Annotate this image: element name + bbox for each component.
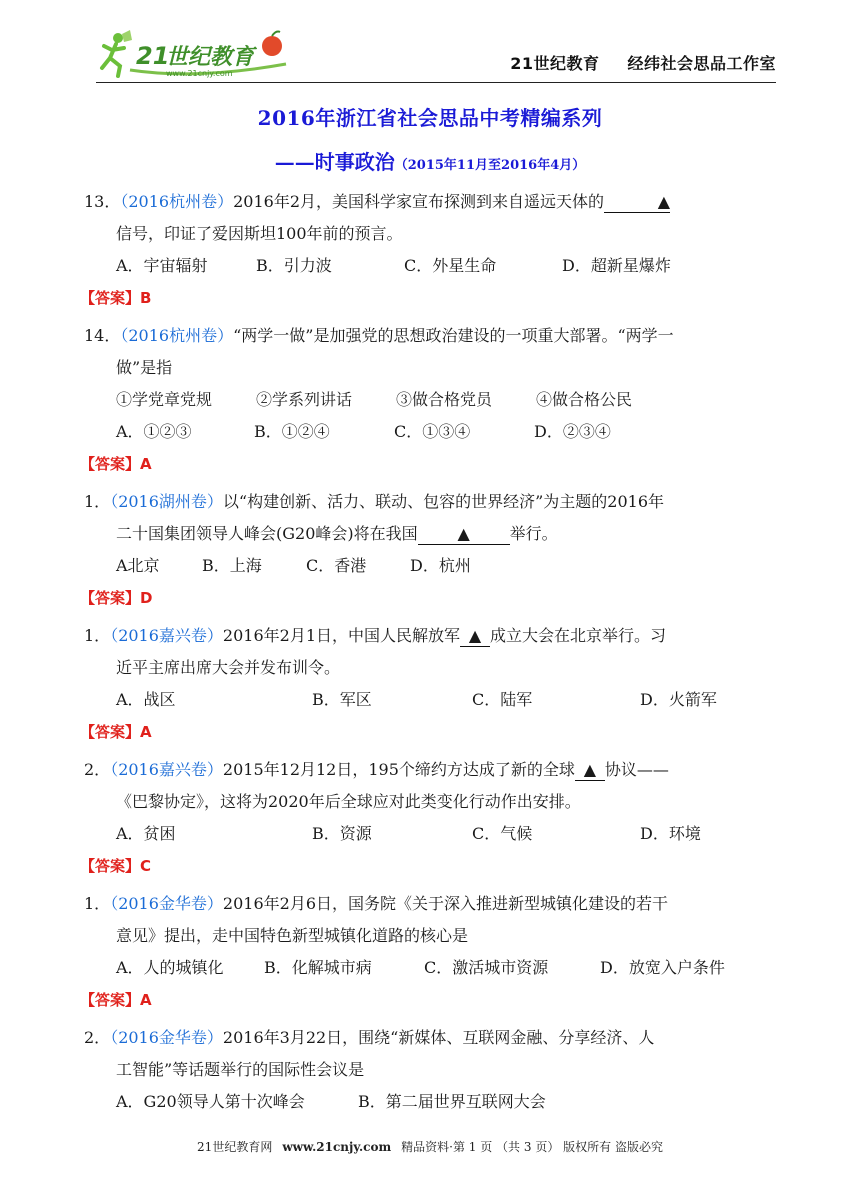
question-text: “两学一做”是加强党的思想政治建设的一项重大部署。“两学一 (233, 326, 674, 345)
option-b: B．①②④ (254, 422, 330, 441)
svg-text:世纪教育: 世纪教育 (166, 45, 255, 70)
option-row (84, 1086, 784, 1118)
question-text-cont: 举行。 (509, 524, 558, 543)
page-header (96, 28, 776, 80)
question-source: （2016杭州卷） (120, 192, 234, 211)
answer-blank: ▲ (604, 192, 670, 213)
question-number: 1． (84, 492, 111, 511)
document-subtitle (0, 146, 860, 175)
option-b: B．军区 (312, 690, 372, 709)
option-c: C．气候 (472, 824, 533, 843)
answer-label: 【答案】A (80, 991, 152, 1009)
footer-site-link[interactable]: www.21cnjy.com (282, 1140, 392, 1154)
question-text-cont: 工智能”等话题举行的国际性会议是 (116, 1060, 365, 1079)
option-d: D．超新星爆炸 (562, 256, 671, 275)
option-a: A．战区 (116, 690, 176, 709)
option-a: A．①②③ (116, 422, 192, 441)
option-row (84, 818, 784, 850)
option-b: B．上海 (202, 556, 262, 575)
svg-text:www.21cnjy.com: www.21cnjy.com (166, 69, 233, 78)
answer-label: 【答案】D (80, 589, 153, 607)
option-c: C．激活城市资源 (424, 958, 549, 977)
question-number: 1． (84, 626, 111, 645)
statement-4: ④做合格公民 (536, 390, 633, 409)
question-source: （2016嘉兴卷） (110, 626, 223, 645)
subtitle-date-range: （2015年11月至2016年4月） (394, 158, 586, 173)
option-a: A．人的城镇化 (116, 958, 224, 977)
option-c: C．①③④ (394, 422, 471, 441)
question-number: 14． (84, 326, 121, 345)
question-number: 2． (84, 760, 111, 779)
question-text: 协议—— (604, 760, 669, 779)
question-number: 13． (84, 192, 121, 211)
question-text-cont: 二十国集团领导人峰会(G20峰会)将在我国 (116, 524, 418, 543)
question-number: 1． (84, 894, 111, 913)
question-source: （2016杭州卷） (120, 326, 234, 345)
question-text: 2016年2月，美国科学家宣布探测到来自遥远天体的 (233, 192, 605, 211)
option-d: D．火箭军 (640, 690, 717, 709)
statement-row (84, 384, 784, 416)
option-a: A．贫困 (116, 824, 176, 843)
question-text-cont: 近平主席出席大会并发布训令。 (116, 658, 341, 677)
option-d: D．环境 (640, 824, 701, 843)
question-text-cont: 《巴黎协定》，这将为2020年后全球应对此类变化行动作出安排。 (116, 792, 581, 811)
option-b: B．引力波 (256, 256, 332, 275)
question-text: 成立大会在北京举行。习 (490, 626, 667, 645)
option-row (84, 684, 784, 716)
question-text: 以“构建创新、活力、联动、包容的世界经济”为主题的2016年 (222, 492, 665, 511)
option-a: A北京 (116, 556, 160, 575)
question-text: 2016年2月1日，中国人民解放军 (222, 626, 461, 645)
question-text: 2016年2月6日，国务院《关于深入推进新型城镇化建设的若干 (222, 894, 669, 913)
option-d: D．杭州 (410, 556, 471, 575)
question-text: 2015年12月12日，195个缔约方达成了新的全球 (222, 760, 575, 779)
question-item (80, 754, 784, 882)
answer-blank: ▲ (460, 626, 490, 647)
header-studio-name: 经纬社会思品工作室 (627, 54, 776, 73)
document-title: 2016年浙江省社会思品中考精编系列 (257, 106, 603, 130)
question-item (84, 1022, 784, 1118)
answer-blank: ▲ (418, 524, 510, 545)
option-b: B．化解城市病 (264, 958, 372, 977)
statement-2: ②学系列讲话 (256, 390, 353, 409)
option-a: A．宇宙辐射 (116, 256, 208, 275)
option-row (84, 550, 784, 582)
header-org-name: 21世纪教育 (510, 54, 600, 73)
page-footer (0, 1138, 860, 1155)
question-source: （2016金华卷） (110, 894, 223, 913)
answer-label: 【答案】A (80, 723, 152, 741)
question-source: （2016金华卷） (110, 1028, 223, 1047)
footer-page-info: 精品资料·第 1 页 （共 3 页） 版权所有 盗版必究 (401, 1140, 663, 1154)
statement-3: ③做合格党员 (396, 390, 493, 409)
option-row (84, 250, 784, 282)
question-item (80, 620, 784, 748)
logo (96, 28, 296, 80)
header-studio-label (510, 51, 776, 74)
question-text: 2016年3月22日，围绕“新媒体、互联网金融、分享经济、人 (222, 1028, 655, 1047)
subtitle-main: ——时事政治 (274, 150, 395, 174)
answer-label: 【答案】C (80, 857, 152, 875)
question-list (80, 186, 784, 1124)
option-c: C．外星生命 (404, 256, 497, 275)
option-row (84, 952, 784, 984)
question-item (80, 888, 784, 1016)
question-number: 2． (84, 1028, 111, 1047)
question-item (80, 486, 784, 614)
question-item (80, 320, 784, 480)
answer-blank: ▲ (575, 760, 605, 781)
option-a: A．G20领导人第十次峰会 (116, 1092, 305, 1111)
option-b: B．资源 (312, 824, 372, 843)
footer-org: 21世纪教育网 (197, 1140, 273, 1154)
option-d: D．②③④ (534, 422, 611, 441)
option-d: D．放宽入户条件 (600, 958, 725, 977)
option-b: B．第二届世界互联网大会 (358, 1092, 546, 1111)
question-item (80, 186, 784, 314)
question-source: （2016嘉兴卷） (110, 760, 223, 779)
answer-label: 【答案】B (80, 289, 152, 307)
question-text-cont: 信号，印证了爱因斯坦100年前的预言。 (116, 224, 403, 243)
statement-1: ①学党章党规 (116, 390, 213, 409)
option-c: C．香港 (306, 556, 367, 575)
question-source: （2016湖州卷） (110, 492, 223, 511)
svg-text:21: 21 (136, 42, 170, 70)
option-row (84, 416, 784, 448)
question-text-cont: 做”是指 (116, 358, 173, 377)
question-text-cont: 意见》提出，走中国特色新型城镇化道路的核心是 (116, 926, 469, 945)
answer-label: 【答案】A (80, 455, 152, 473)
option-c: C．陆军 (472, 690, 533, 709)
header-divider (96, 82, 776, 83)
